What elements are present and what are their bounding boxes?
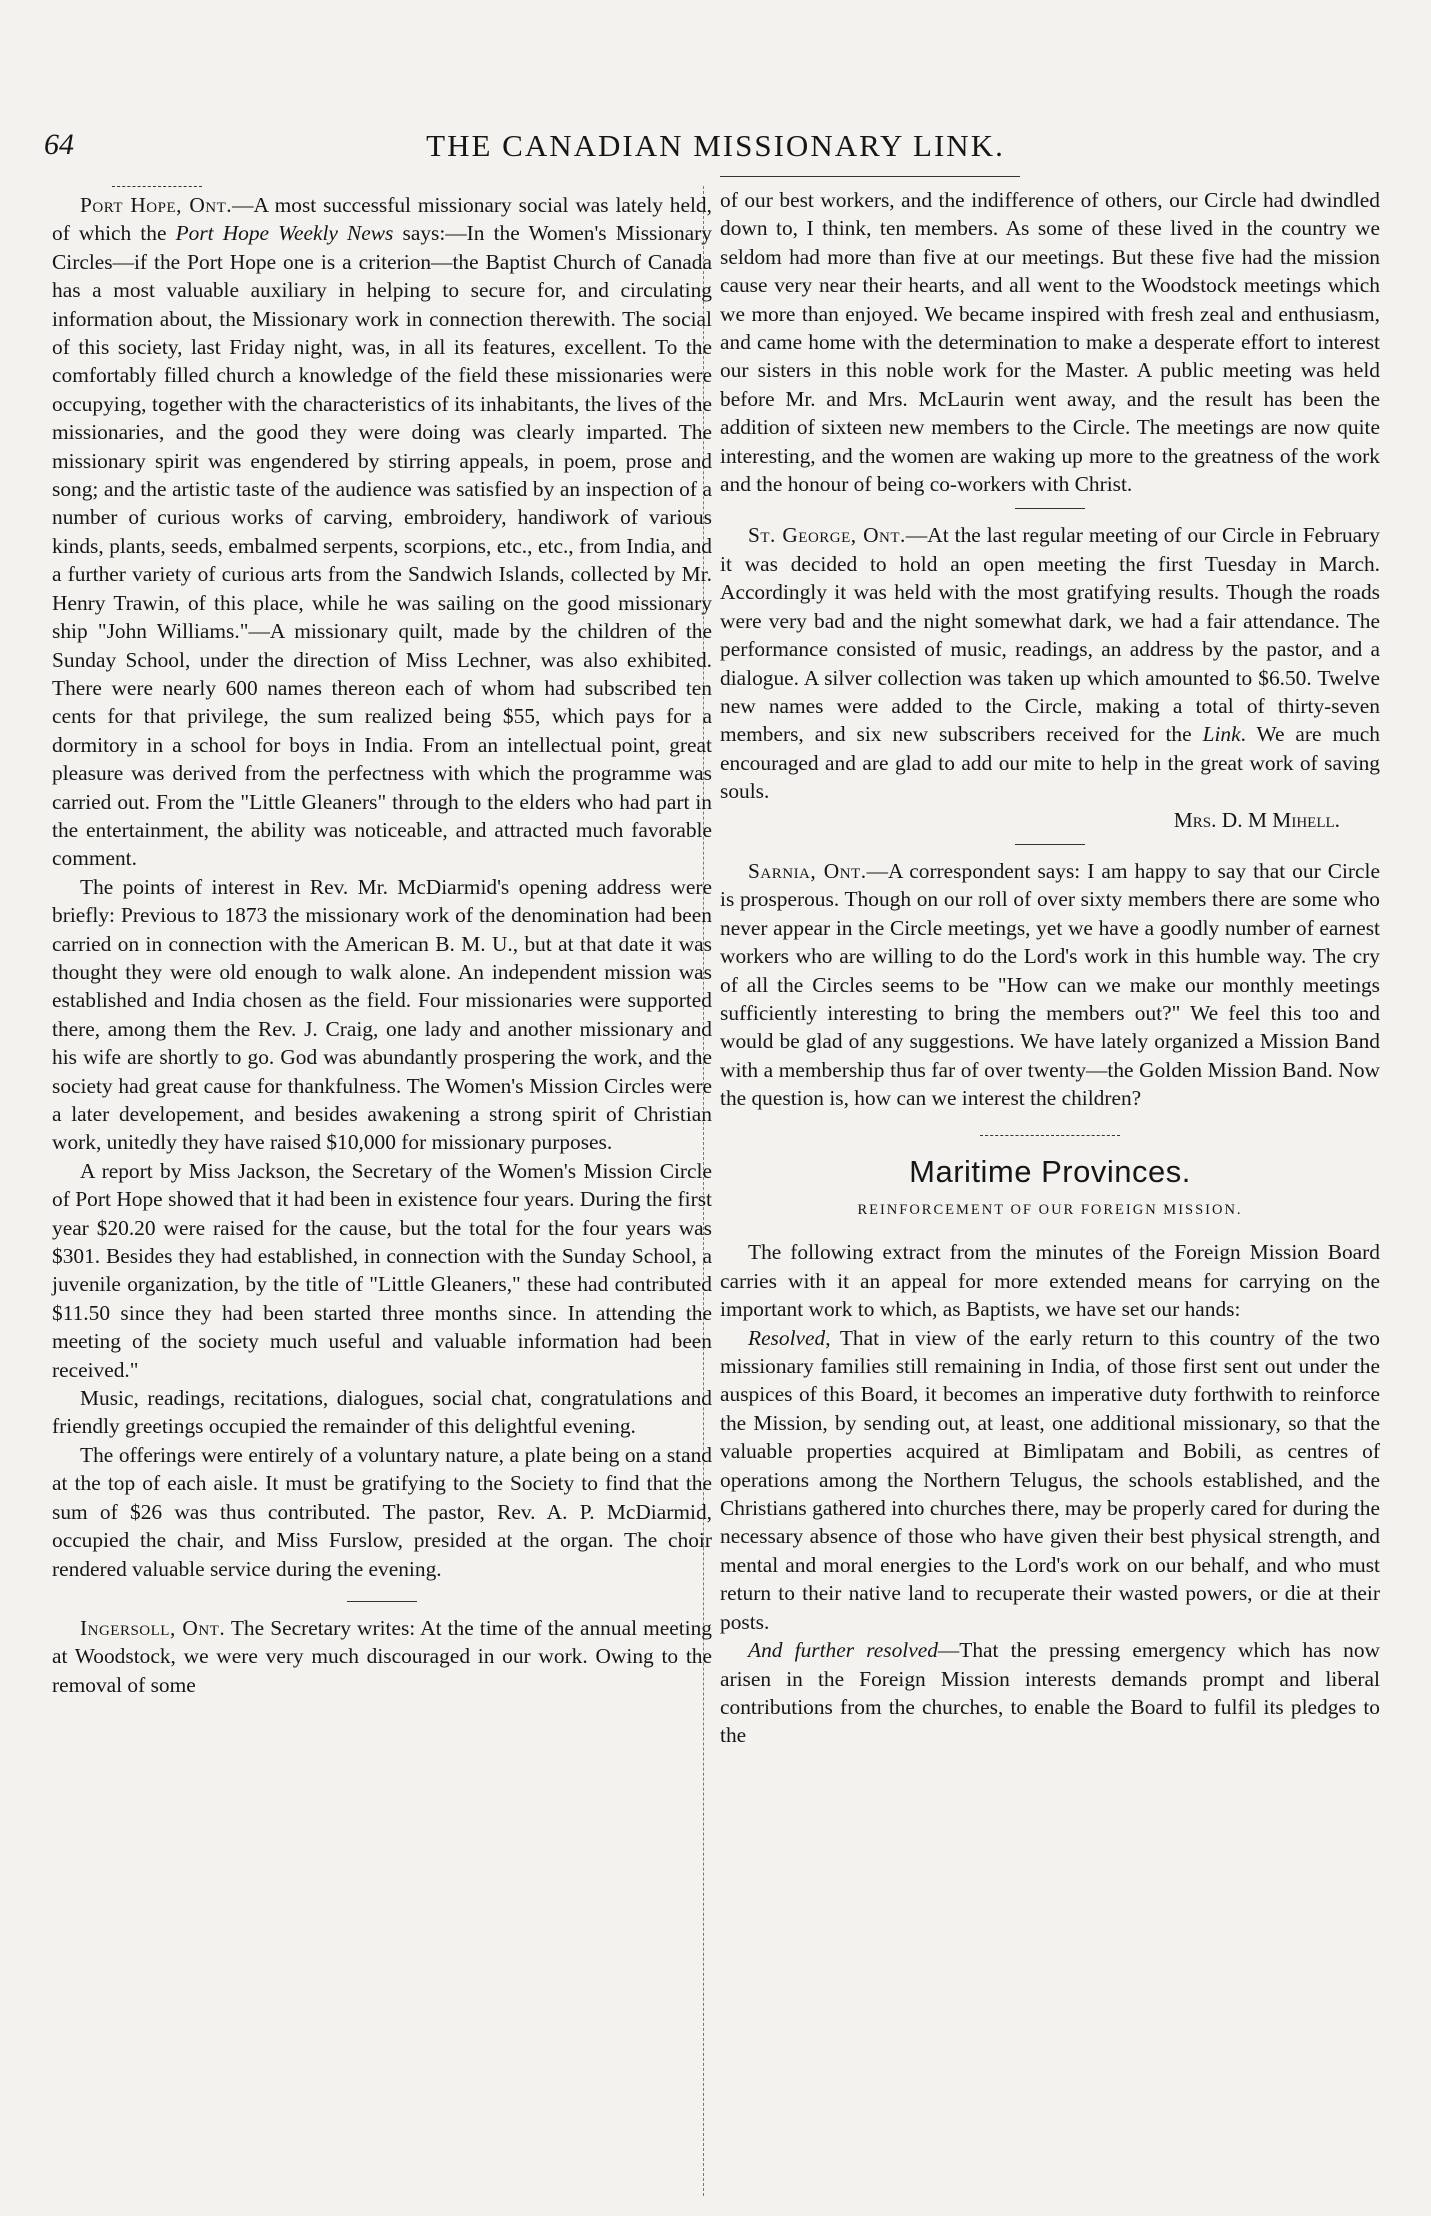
article-ingersoll-p1 bbox=[52, 1614, 712, 1699]
article-separator bbox=[1015, 844, 1085, 845]
article-st-george-p1 bbox=[720, 521, 1380, 805]
top-separator bbox=[112, 186, 202, 187]
article-separator bbox=[347, 1601, 417, 1602]
article-sarnia-p1 bbox=[720, 857, 1380, 1113]
link-title: Link bbox=[1202, 722, 1241, 747]
newspaper-title: Port Hope Weekly News bbox=[175, 221, 394, 246]
page-number: 64 bbox=[44, 128, 74, 161]
section-separator bbox=[980, 1135, 1120, 1136]
article-text: . We are much encouraged and are glad to add our mite to help in the great work of saving souls. bbox=[720, 722, 1380, 804]
article-text: —A correspondent says: I am happy to say that our Circle is prosperous. Though on our roll of over sixty members there are some who never appear in the Circle meetings, yet we have a goodly number of earnest workers who are willing to do the Lord's work in this humble way. The cry of all the Circles seems to be "How can we make our monthly meetings sufficiently interesting to bring the members out?" We feel this too and would be glad of any suggestions. We have lately organized a Mission Band with a membership thus far of over twenty—the Golden Mission Band. Now the question is, how can we interest the children? bbox=[720, 858, 1380, 1111]
journal-title: THE CANADIAN MISSIONARY LINK. bbox=[426, 128, 1005, 163]
article-port-hope-p2: The points of interest in Rev. Mr. McDiarmid's opening address were briefly: Previous to 1873 the missionary work of the denomination had been carried on in connection with the American B. M. U., but at that date it was thought they were old enough to walk alone. An independent mission was established and India chosen as the field. Four missionaries were supported there, among them the Rev. J. Craig, one lady and another missionary and his wife are shortly to go. God was abundantly prospering the work, and the society had great cause for thankfulness. The Women's Mission Circles were a later developement, and besides awakening a strong spirit of Christian work, unitedly they have raised $10,000 for missionary purposes. bbox=[52, 874, 712, 1155]
article-text: —That the pressing emergency which has now arisen in the Foreign Mission interests demands prompt and liberal contributions from the churches, to enable the Board to fulfil its pledges to the bbox=[720, 1638, 1380, 1748]
article-text: says:—In the Women's Missionary Circles—if the Port Hope one is a criterion—the Baptist Church of Canada has a most valuable auxiliary in helping to secure for, and circulating information about, the Missionary work in connection therewith. The social of this society, last Friday night, was, in all its features, excellent. To the comfortably filled church a knowledge of the field these missionaries were occupying, together with the characteristics of its inhabitants, the lives of the missionaries, and the good they were doing was clearly imparted. The missionary spirit was engendered by stirring appeals, in poem, prose and song; and the artistic taste of the audience was satisfied by an inspection of a number of curious works of carving, embroidery, handiwork of various kinds, plants, seeds, embalmed serpents, scorpions, etc., etc., from India, and a further variety of curious arts from the Sandwich Islands, collected by Mr. Henry Trawin, of this place, while he was sailing on the good missionary ship "John Williams."—A missionary quilt, made by the children of the Sunday School, under the direction of Miss Lechner, was also exhibited. There were nearly 600 names thereon each of whom had subscribed ten cents for that privilege, the sum realized being $55, which pays for a dormitory in a school for boys in India. From an intellectual point, great pleasure was derived from the perfectness with which the programme was carried out. From the "Little Gleaners" through to the elders who had part in the entertainment, the ability was noticeable, and attracted much favorable comment. bbox=[52, 221, 712, 871]
article-port-hope-p5: The offerings were entirely of a voluntary nature, a plate being on a stand at the top of each aisle. It must be gratifying to the Society to find that the sum of $26 was thus contributed. The pastor, Rev. A. P. McDiarmid, occupied the chair, and Miss Furslow, presided at the organ. The choir rendered valuable service during the evening. bbox=[52, 1442, 712, 1581]
article-port-hope-p4: Music, readings, recitations, dialogues, social chat, congratulations and friendly greetings occupied the remainder of this delightful evening. bbox=[52, 1386, 712, 1439]
article-separator bbox=[1015, 508, 1085, 509]
article-st-george-place: St. George, Ont. bbox=[748, 523, 906, 548]
further-resolved-label: And further resolved bbox=[748, 1638, 938, 1663]
article-text: —A most successful missionary social was lately held, of which the bbox=[52, 193, 712, 246]
section-subheading: REINFORCEMENT OF OUR FOREIGN MISSION. bbox=[857, 1202, 1243, 1218]
article-text: The Secretary writes: At the time of the annual meeting at Woodstock, we were very much discouraged in our work. Owing to the removal of some bbox=[52, 1615, 712, 1697]
maritime-intro: The following extract from the minutes of the Foreign Mission Board carries with it an appeal for more extended means for carrying on the important work to which, as Baptists, we have set our hands: bbox=[720, 1240, 1380, 1322]
left-column bbox=[52, 186, 712, 1699]
maritime-further-resolved bbox=[720, 1636, 1380, 1750]
resolved-label: Resolved bbox=[748, 1325, 826, 1350]
maritime-resolved bbox=[720, 1324, 1380, 1636]
right-column bbox=[720, 186, 1380, 1750]
signature: Mrs. D. M Mihell. bbox=[1173, 807, 1340, 832]
article-ingersoll-continued: of our best workers, and the indifference of others, our Circle had dwindled down to, I think, ten members. As some of these lived in the country we seldom had more than five at our meetings. But these five had the mission cause very near their hearts, and all went to the Woodstock meetings which we more than enjoyed. We became inspired with fresh zeal and enthusiasm, and came home with the determination to make a desperate effort to interest our sisters in this noble work for the Master. A public meeting was held before Mr. and Mrs. McLaurin went away, and the result has been the addition of sixteen new members to the Circle. The meetings are now quite interesting, and the women are waking up more to the greatness of the work and the honour of being co-workers with Christ. bbox=[720, 188, 1380, 497]
section-heading: Maritime Provinces. bbox=[909, 1153, 1191, 1189]
article-text: —At the last regular meeting of our Circle in February it was decided to hold an open meeting the first Tuesday in March. Accordingly it was held with the most gratifying results. Though the roads were very bad and the night somewhat dark, we had a fair attendance. The performance consisted of music, readings, an address by the pastor, and a dialogue. A silver collection was taken up which amounted to $6.50. Twelve new names were added to the Circle, making a total of thirty-seven members, and six new subscribers received for the bbox=[720, 523, 1380, 747]
article-port-hope-place: Port Hope, Ont. bbox=[80, 193, 233, 217]
article-sarnia-place: Sarnia, Ont. bbox=[748, 858, 867, 883]
header-rule bbox=[720, 176, 1020, 177]
page-header bbox=[40, 128, 1391, 168]
article-ingersoll-place: Ingersoll, Ont. bbox=[80, 1615, 226, 1640]
article-port-hope-p1 bbox=[52, 191, 712, 873]
article-text: , That in view of the early return to this country of the two missionary families still remaining in India, of those first sent out under the auspices of this Board, it becomes an imperative duty forthwith to reinforce the Mission, by sending out, at least, one additional missionary, so that the valuable properties acquired at Bimlipatam and Bobili, as centres of operations among the Northern Telugus, the schools established, and the Christians gathered into churches there, may be properly cared for during the necessary absence of those who have given their best physical strength, and mental and moral energies to the Lord's work on our behalf, and who must return to their native land to recuperate their wasted powers, or die at their posts. bbox=[720, 1325, 1380, 1634]
article-port-hope-p3: A report by Miss Jackson, the Secretary of the Women's Mission Circle of Port Hope showed that it had been in existence four years. During the first year $20.20 were raised for the cause, but the total for the four years was $301. Besides they had established, in connection with the Sunday School, a juvenile organization, by the title of "Little Gleaners," these had contributed $11.50 since they had been started three months since. In attending the meeting of the society much useful and valuable information had been received." bbox=[52, 1158, 712, 1382]
